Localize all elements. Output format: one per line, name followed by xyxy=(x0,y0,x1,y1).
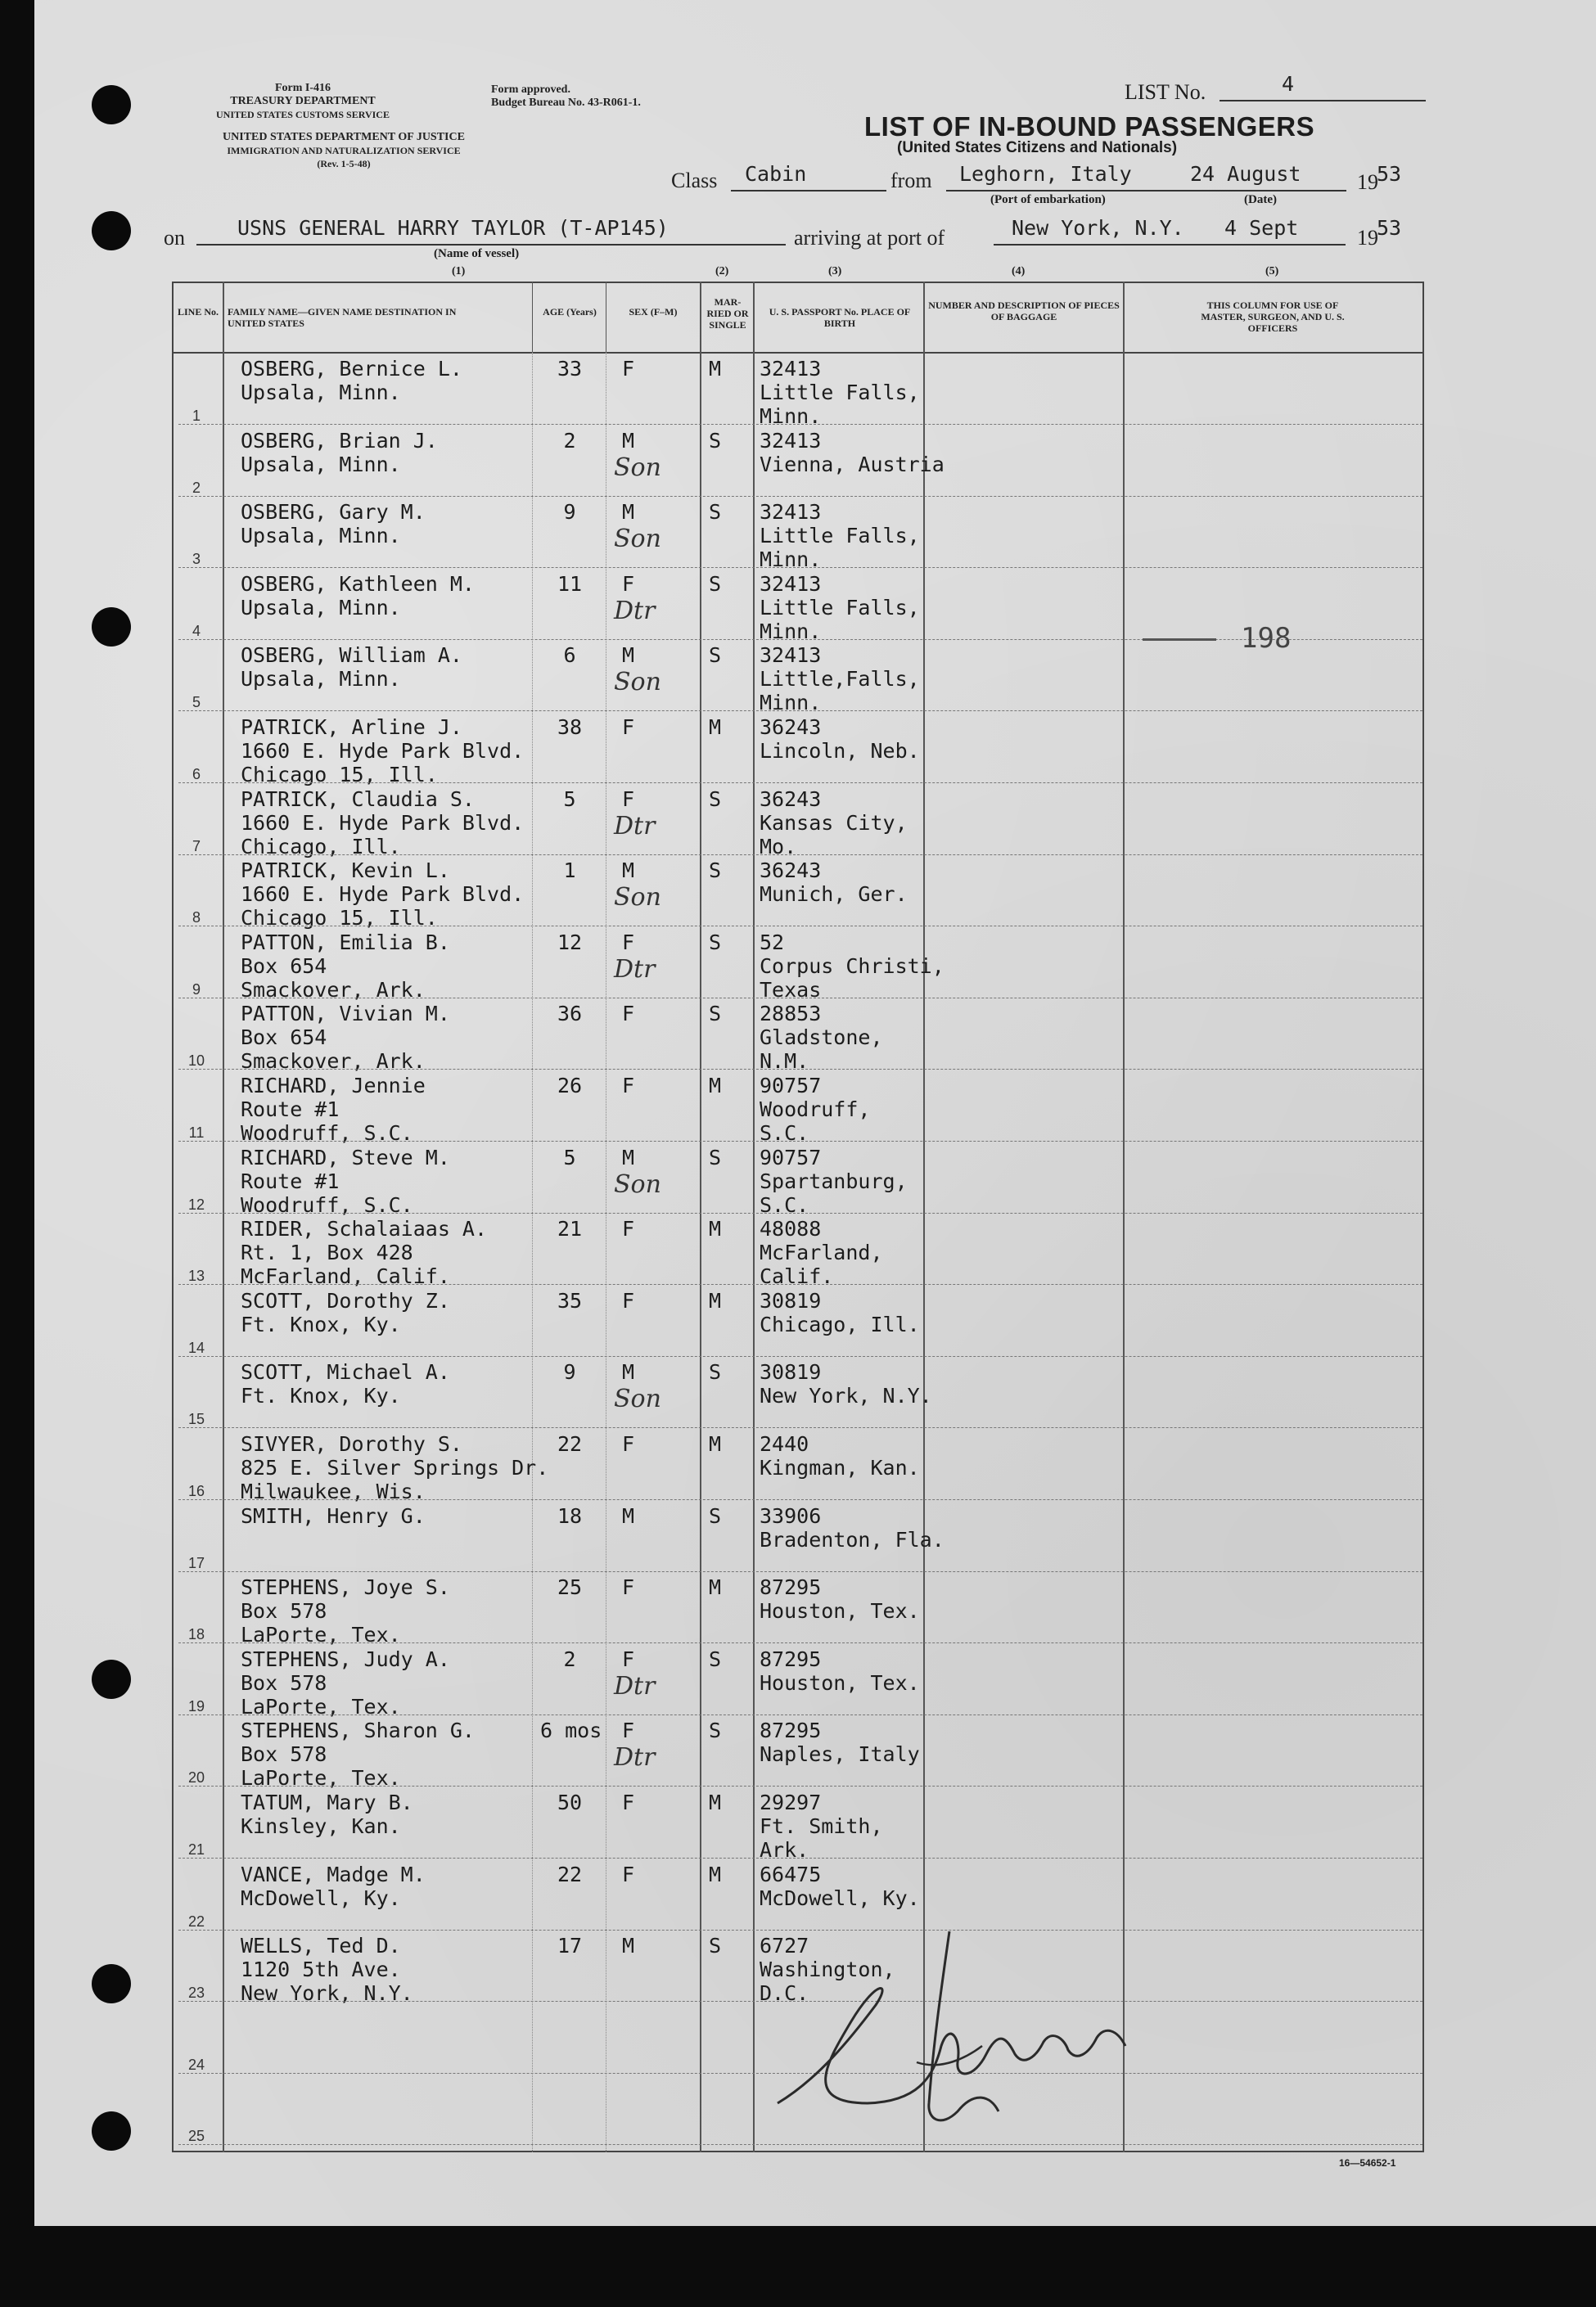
line-number: 24 xyxy=(187,2057,205,2073)
row-divider xyxy=(178,1786,1422,1787)
col-head-married: MAR- RIED OR SINGLE xyxy=(706,296,749,331)
sex: F xyxy=(622,1863,635,1886)
passenger-name: OSBERG, William A. xyxy=(241,643,462,667)
line-number: 25 xyxy=(187,2128,205,2144)
passport-number: 32413 xyxy=(760,357,822,381)
form-approved: Form approved. xyxy=(491,83,570,96)
form-number: Form I-416 xyxy=(274,82,331,94)
passport-number: 29297 xyxy=(760,1791,822,1814)
relationship-note: Son xyxy=(614,668,661,696)
passport-number: 32413 xyxy=(760,643,822,667)
on-label: on xyxy=(164,226,185,250)
passenger-name: RICHARD, Jennie xyxy=(241,1074,426,1097)
age: 22 xyxy=(557,1432,583,1456)
line-number: 19 xyxy=(187,1698,205,1714)
passport-number: 87295 xyxy=(760,1719,822,1742)
passport-number: 28853 xyxy=(760,1002,822,1025)
vessel-name: USNS GENERAL HARRY TAYLOR (T-AP145) xyxy=(237,216,669,240)
passenger-name: SCOTT, Dorothy Z. xyxy=(241,1289,450,1313)
age: 9 xyxy=(563,1360,576,1384)
marital-status: S xyxy=(709,1719,722,1742)
sex: F xyxy=(622,1647,635,1671)
row-divider xyxy=(178,496,1422,497)
age: 6 xyxy=(563,643,576,667)
place-of-birth: Little,Falls, Minn. xyxy=(760,667,920,714)
doj-line: UNITED STATES DEPARTMENT OF JUSTICE xyxy=(223,131,465,143)
place-of-birth: Houston, Tex. xyxy=(760,1671,920,1695)
arrival-year-prefix: 19 xyxy=(1357,226,1378,250)
line-number: 14 xyxy=(187,1340,205,1356)
passenger-name: RICHARD, Steve M. xyxy=(241,1146,450,1169)
revision-line: (Rev. 1-5-48) xyxy=(317,158,371,169)
place-of-birth: Little Falls, Minn. xyxy=(760,381,920,428)
sex: F xyxy=(622,1575,635,1599)
place-of-birth: Houston, Tex. xyxy=(760,1599,920,1623)
place-of-birth: Lincoln, Neb. xyxy=(760,739,920,763)
passport-number: 52 xyxy=(760,930,785,954)
marital-status: S xyxy=(709,930,722,954)
line-number: 5 xyxy=(192,694,201,710)
destination: Box 654 Smackover, Ark. xyxy=(241,954,426,1002)
passenger-name: VANCE, Madge M. xyxy=(241,1863,426,1886)
sex: F xyxy=(622,1217,635,1241)
marital-status: S xyxy=(709,500,722,524)
destination: Upsala, Minn. xyxy=(241,453,401,476)
relationship-note: Son xyxy=(614,883,661,912)
age: 18 xyxy=(557,1504,583,1528)
line-number: 15 xyxy=(187,1411,205,1427)
row-divider xyxy=(178,1427,1422,1428)
col-head-officers: THIS COLUMN FOR USE OF MASTER, SURGEON, AND U. S. OFFICERS xyxy=(1201,300,1345,334)
destination: McDowell, Ky. xyxy=(241,1886,401,1910)
marital-status: M xyxy=(709,1074,722,1097)
row-divider xyxy=(178,567,1422,568)
passport-number: 90757 xyxy=(760,1074,822,1097)
passport-number: 36243 xyxy=(760,787,822,811)
marital-status: S xyxy=(709,429,722,453)
passport-number: 32413 xyxy=(760,572,822,596)
col-num-5: (5) xyxy=(1265,265,1279,277)
passenger-name: STEPHENS, Sharon G. xyxy=(241,1719,475,1742)
sex: M xyxy=(622,1934,635,1958)
place-of-birth: New York, N.Y. xyxy=(760,1384,932,1408)
passenger-name: TATUM, Mary B. xyxy=(241,1791,413,1814)
class-value: Cabin xyxy=(745,162,807,186)
place-of-birth: Naples, Italy xyxy=(760,1742,920,1766)
col-head-age: AGE (Years) xyxy=(543,306,597,318)
ins-line: IMMIGRATION AND NATURALIZATION SERVICE xyxy=(227,145,461,156)
line-number: 22 xyxy=(187,1913,205,1930)
relationship-note: Son xyxy=(614,453,661,482)
destination: Ft. Knox, Ky. xyxy=(241,1384,401,1408)
line-number: 1 xyxy=(192,408,201,424)
marital-status: S xyxy=(709,1504,722,1528)
col-num-2: (2) xyxy=(715,265,729,277)
sex: F xyxy=(622,1432,635,1456)
place-of-birth: Washington, D.C. xyxy=(760,1958,895,2005)
place-of-birth: Bradenton, Fla. xyxy=(760,1528,945,1552)
destination: Upsala, Minn. xyxy=(241,667,401,691)
age: 38 xyxy=(557,715,583,739)
punch-hole xyxy=(92,211,131,250)
destination: Box 578 LaPorte, Tex. xyxy=(241,1599,401,1647)
row-divider xyxy=(178,782,1422,783)
passenger-name: SCOTT, Michael A. xyxy=(241,1360,450,1384)
passport-number: 30819 xyxy=(760,1289,822,1313)
marital-status: S xyxy=(709,1934,722,1958)
destination: Route #1 Woodruff, S.C. xyxy=(241,1097,413,1145)
line-number: 20 xyxy=(187,1769,205,1786)
stamp-number: 198 xyxy=(1241,622,1292,655)
passenger-name: PATTON, Emilia B. xyxy=(241,930,450,954)
class-label: Class xyxy=(671,169,718,192)
marital-status: M xyxy=(709,1575,722,1599)
place-of-birth: Corpus Christi, Texas xyxy=(760,954,945,1002)
line-number: 16 xyxy=(187,1483,205,1499)
sex: F xyxy=(622,357,635,381)
relationship-note: Dtr xyxy=(614,812,656,840)
marital-status: M xyxy=(709,357,722,381)
passport-number: 87295 xyxy=(760,1575,822,1599)
passenger-name: STEPHENS, Joye S. xyxy=(241,1575,450,1599)
passport-number: 32413 xyxy=(760,429,822,453)
line-number: 8 xyxy=(192,909,201,926)
passenger-name: PATRICK, Kevin L. xyxy=(241,858,450,882)
punch-hole xyxy=(92,1660,131,1699)
sex: M xyxy=(622,1360,635,1384)
place-of-birth: McFarland, Calif. xyxy=(760,1241,883,1288)
line-number: 9 xyxy=(192,981,201,998)
marital-status: M xyxy=(709,1289,722,1313)
line-number: 3 xyxy=(192,551,201,567)
line-number: 21 xyxy=(187,1841,205,1858)
passenger-name: STEPHENS, Judy A. xyxy=(241,1647,450,1671)
passenger-name: PATTON, Vivian M. xyxy=(241,1002,450,1025)
age: 1 xyxy=(563,858,576,882)
sex: M xyxy=(622,1146,635,1169)
place-of-birth: Little Falls, Minn. xyxy=(760,524,920,571)
row-divider xyxy=(178,1499,1422,1500)
marital-status: M xyxy=(709,1791,722,1814)
col-num-4: (4) xyxy=(1012,265,1026,277)
line-number: 23 xyxy=(187,1985,205,2001)
embark-year-prefix: 19 xyxy=(1357,170,1378,194)
destination: Kinsley, Kan. xyxy=(241,1814,401,1838)
place-of-birth: Woodruff, S.C. xyxy=(760,1097,871,1145)
row-divider xyxy=(178,1284,1422,1285)
passenger-name: SMITH, Henry G. xyxy=(241,1504,426,1528)
passport-number: 2440 xyxy=(760,1432,809,1456)
line-number: 13 xyxy=(187,1268,205,1284)
treasury-line: TREASURY DEPARTMENT xyxy=(230,95,376,107)
arriving-label: arriving at port of xyxy=(794,226,945,250)
marital-status: M xyxy=(709,1863,722,1886)
passport-number: 36243 xyxy=(760,715,822,739)
place-of-birth: Vienna, Austria xyxy=(760,453,945,476)
marital-status: M xyxy=(709,1217,722,1241)
line-number: 17 xyxy=(187,1555,205,1571)
officer-signature xyxy=(753,1915,1211,2144)
destination: Upsala, Minn. xyxy=(241,524,401,547)
line-number: 12 xyxy=(187,1196,205,1213)
form-subtitle: (United States Citizens and Nationals) xyxy=(897,139,1178,156)
age: 21 xyxy=(557,1217,583,1241)
punch-hole xyxy=(92,607,131,647)
relationship-note: Son xyxy=(614,1170,661,1199)
passenger-name: RIDER, Schalaiaas A. xyxy=(241,1217,488,1241)
punch-hole xyxy=(92,2111,131,2151)
destination: Box 654 Smackover, Ark. xyxy=(241,1025,426,1073)
col-head-sex: SEX (F–M) xyxy=(629,306,678,318)
destination: Upsala, Minn. xyxy=(241,381,401,404)
place-of-birth: Gladstone, N.M. xyxy=(760,1025,883,1073)
sex: M xyxy=(622,429,635,453)
row-divider xyxy=(178,1571,1422,1572)
passport-number: 90757 xyxy=(760,1146,822,1169)
row-divider xyxy=(178,1642,1422,1643)
place-of-birth: Spartanburg, S.C. xyxy=(760,1169,908,1217)
destination: Rt. 1, Box 428 McFarland, Calif. xyxy=(241,1241,450,1288)
destination: 1660 E. Hyde Park Blvd. Chicago 15, Ill. xyxy=(241,882,525,930)
passport-number: 33906 xyxy=(760,1504,822,1528)
col-head-passport: U. S. PASSPORT No. PLACE OF BIRTH xyxy=(769,306,911,329)
line-number: 11 xyxy=(188,1124,205,1141)
age: 5 xyxy=(563,1146,576,1169)
place-of-birth: Ft. Smith, Ark. xyxy=(760,1814,883,1862)
row-divider xyxy=(178,2144,1422,2145)
marital-status: S xyxy=(709,1002,722,1025)
relationship-note: Dtr xyxy=(614,1743,656,1772)
col-num-3: (3) xyxy=(828,265,842,277)
row-divider xyxy=(178,1069,1422,1070)
sex: F xyxy=(622,1719,635,1742)
age: 25 xyxy=(557,1575,583,1599)
embark-year: 53 xyxy=(1377,162,1402,186)
relationship-note: Son xyxy=(614,525,661,553)
place-of-birth: Munich, Ger. xyxy=(760,882,908,906)
passenger-name: PATRICK, Arline J. xyxy=(241,715,462,739)
sex: F xyxy=(622,1074,635,1097)
age: 2 xyxy=(563,1647,576,1671)
marital-status: S xyxy=(709,572,722,596)
row-divider xyxy=(178,710,1422,711)
from-label: from xyxy=(890,169,932,192)
sex: F xyxy=(622,930,635,954)
passenger-name: OSBERG, Kathleen M. xyxy=(241,572,475,596)
sex: F xyxy=(622,787,635,811)
age: 35 xyxy=(557,1289,583,1313)
place-of-birth: McDowell, Ky. xyxy=(760,1886,920,1910)
sex: F xyxy=(622,1002,635,1025)
passenger-name: WELLS, Ted D. xyxy=(241,1934,401,1958)
arrival-date: 4 Sept xyxy=(1224,216,1299,240)
row-divider xyxy=(178,854,1422,855)
passport-number: 30819 xyxy=(760,1360,822,1384)
relationship-note: Dtr xyxy=(614,955,656,984)
passenger-name: PATRICK, Claudia S. xyxy=(241,787,475,811)
row-divider xyxy=(178,1356,1422,1357)
sex: M xyxy=(622,1504,635,1528)
age: 26 xyxy=(557,1074,583,1097)
destination: Ft. Knox, Ky. xyxy=(241,1313,401,1336)
passport-number: 87295 xyxy=(760,1647,822,1671)
marital-status: M xyxy=(709,715,722,739)
line-number: 18 xyxy=(187,1626,205,1642)
line-number: 10 xyxy=(187,1052,205,1069)
form-title: LIST OF IN-BOUND PASSENGERS xyxy=(864,111,1315,142)
age: 6 mos xyxy=(540,1719,602,1742)
passport-number: 32413 xyxy=(760,500,822,524)
place-of-birth: Little Falls, Minn. xyxy=(760,596,920,643)
passenger-name: OSBERG, Gary M. xyxy=(241,500,426,524)
sex: F xyxy=(622,1791,635,1814)
place-of-birth: Kingman, Kan. xyxy=(760,1456,920,1480)
marital-status: S xyxy=(709,858,722,882)
passenger-name: OSBERG, Bernice L. xyxy=(241,357,462,381)
passenger-name: SIVYER, Dorothy S. xyxy=(241,1432,462,1456)
age: 12 xyxy=(557,930,583,954)
sex: M xyxy=(622,858,635,882)
marital-status: S xyxy=(709,1146,722,1169)
vessel-caption: (Name of vessel) xyxy=(434,247,520,260)
row-divider xyxy=(178,424,1422,425)
marital-status: S xyxy=(709,787,722,811)
list-no-label: LIST No. xyxy=(1125,80,1206,104)
passport-number: 36243 xyxy=(760,858,822,882)
stamp-dash xyxy=(1143,638,1216,641)
row-divider xyxy=(178,1141,1422,1142)
marital-status: S xyxy=(709,1360,722,1384)
destination: Box 578 LaPorte, Tex. xyxy=(241,1671,401,1719)
age: 22 xyxy=(557,1863,583,1886)
sex: F xyxy=(622,715,635,739)
passport-number: 66475 xyxy=(760,1863,822,1886)
passenger-name: OSBERG, Brian J. xyxy=(241,429,438,453)
from-value: Leghorn, Italy xyxy=(959,162,1132,186)
arrival-port: New York, N.Y. xyxy=(1012,216,1184,240)
punch-hole xyxy=(92,85,131,124)
destination: Box 578 LaPorte, Tex. xyxy=(241,1742,401,1790)
marital-status: S xyxy=(709,1647,722,1671)
footer-code: 16—54652-1 xyxy=(1339,2157,1396,2169)
row-divider xyxy=(178,1714,1422,1715)
row-divider xyxy=(178,639,1422,640)
destination: Upsala, Minn. xyxy=(241,596,401,620)
age: 50 xyxy=(557,1791,583,1814)
destination: 1120 5th Ave. New York, N.Y. xyxy=(241,1958,413,2005)
line-number: 4 xyxy=(192,623,201,639)
age: 36 xyxy=(557,1002,583,1025)
customs-line: UNITED STATES CUSTOMS SERVICE xyxy=(216,109,390,120)
age: 2 xyxy=(563,429,576,453)
line-number: 6 xyxy=(192,766,201,782)
sex: M xyxy=(622,643,635,667)
passport-number: 48088 xyxy=(760,1217,822,1241)
marital-status: S xyxy=(709,643,722,667)
destination: 1660 E. Hyde Park Blvd. Chicago 15, Ill. xyxy=(241,739,525,786)
age: 33 xyxy=(557,357,583,381)
col-head-baggage: NUMBER AND DESCRIPTION OF PIECES OF BAGGAGE xyxy=(928,300,1120,322)
destination: 825 E. Silver Springs Dr. Milwaukee, Wis. xyxy=(241,1456,549,1503)
marital-status: M xyxy=(709,1432,722,1456)
sex: M xyxy=(622,500,635,524)
col-head-line-no: LINE No. xyxy=(177,306,219,318)
budget-bureau: Budget Bureau No. 43-R061-1. xyxy=(491,97,641,109)
line-number: 7 xyxy=(192,838,201,854)
relationship-note: Son xyxy=(614,1385,661,1413)
age: 17 xyxy=(557,1934,583,1958)
punch-hole xyxy=(92,1964,131,2003)
arrival-year: 53 xyxy=(1377,216,1402,240)
age: 9 xyxy=(563,500,576,524)
relationship-note: Dtr xyxy=(614,1672,656,1701)
port-of-embarkation-caption: (Port of embarkation) xyxy=(990,193,1106,206)
sex: F xyxy=(622,572,635,596)
embark-date: 24 August xyxy=(1190,162,1301,186)
passport-number: 6727 xyxy=(760,1934,809,1958)
row-divider xyxy=(178,1213,1422,1214)
col-head-name: FAMILY NAME—GIVEN NAME DESTINATION IN UNITED STATES xyxy=(228,306,457,329)
destination: Route #1 Woodruff, S.C. xyxy=(241,1169,413,1217)
col-num-1: (1) xyxy=(452,265,466,277)
list-no-value: 4 xyxy=(1282,72,1295,96)
age: 11 xyxy=(557,572,583,596)
date-caption: (Date) xyxy=(1244,193,1277,206)
place-of-birth: Chicago, Ill. xyxy=(760,1313,920,1336)
relationship-note: Dtr xyxy=(614,597,656,625)
age: 5 xyxy=(563,787,576,811)
line-number: 2 xyxy=(192,480,201,496)
destination: 1660 E. Hyde Park Blvd. Chicago, Ill. xyxy=(241,811,525,858)
place-of-birth: Kansas City, Mo. xyxy=(760,811,908,858)
sex: F xyxy=(622,1289,635,1313)
row-divider xyxy=(178,1858,1422,1859)
